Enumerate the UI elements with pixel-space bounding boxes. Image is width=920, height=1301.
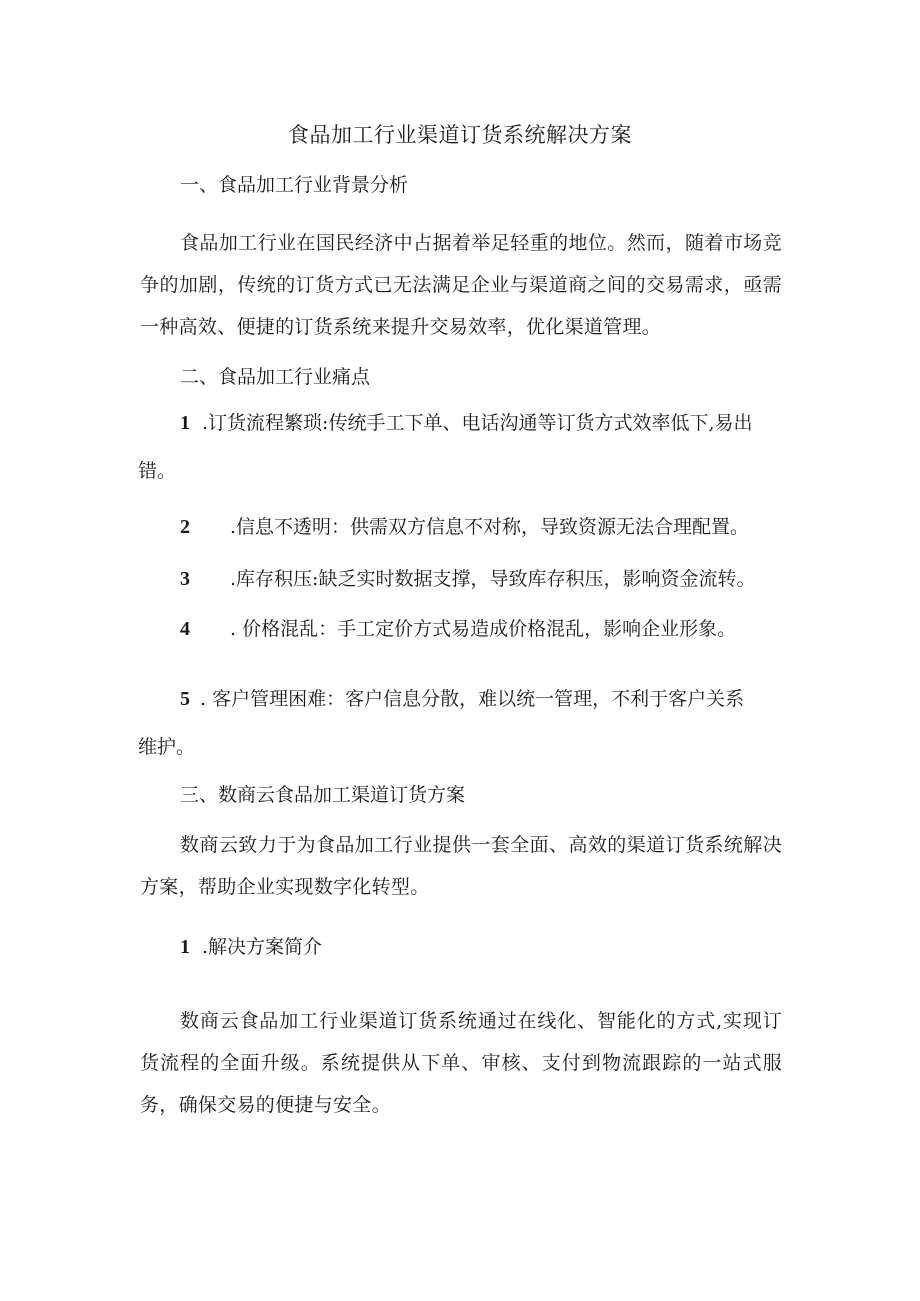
pain-point-item-1 (180, 408, 752, 438)
section-heading-solution: 三、数商云食品加工渠道订货方案 (180, 784, 466, 806)
pain-point-number: 4 (180, 618, 190, 640)
pain-point-item-1-continuation: 错。 (138, 460, 177, 482)
pain-point-text: .信息不透明：供需双方信息不对称，导致资源无法合理配置。 (230, 516, 750, 538)
pain-point-item-5-continuation: 维护。 (138, 736, 196, 758)
subheading-number: 1 (180, 936, 190, 958)
pain-point-number: 1 (180, 412, 190, 434)
pain-point-item-2 (180, 512, 749, 542)
pain-point-text: .订货流程繁琐:传统手工下单、电话沟通等订货方式效率低下,易出 (202, 412, 753, 434)
pain-point-text: .库存积压:缺乏实时数据支撑，导致库存积压，影响资金流转。 (230, 568, 756, 590)
pain-point-number: 3 (180, 568, 190, 590)
solution-paragraph: 数商云致力于为食品加工行业提供一套全面、高效的渠道订货系统解决方案，帮助企业实现数字化转型。 (140, 834, 782, 898)
document-title: 食品加工行业渠道订货系统解决方案 (288, 123, 632, 147)
pain-point-text: . 客户管理困难：客户信息分散，难以统一管理，不利于客户关系 (200, 688, 745, 710)
background-paragraph: 食品加工行业在国民经济中占据着举足轻重的地位。然而，随着市场竞争的加剧，传统的订货方式已无法满足企业与渠道商之间的交易需求，亟需一种高效、便捷的订货系统来提升交易效率，优化渠道管理。 (140, 232, 782, 338)
section-heading-background: 一、食品加工行业背景分析 (180, 174, 409, 196)
pain-point-item-4 (180, 614, 736, 644)
pain-point-number: 2 (180, 516, 190, 538)
pain-point-item-3 (180, 564, 755, 594)
solution-subheading-intro (180, 932, 322, 962)
pain-point-number: 5 (180, 688, 190, 710)
section-heading-pain-points: 二、食品加工行业痛点 (180, 366, 371, 388)
pain-point-text: . 价格混乱：手工定价方式易造成价格混乱，影响企业形象。 (230, 618, 737, 640)
subheading-text: .解决方案简介 (202, 936, 323, 958)
solution-intro-paragraph: 数商云食品加工行业渠道订货系统通过在线化、智能化的方式,实现订货流程的全面升级。系统提供从下单、审核、支付到物流跟踪的一站式服务，确保交易的便捷与安全。 (140, 1010, 782, 1116)
pain-point-item-5 (180, 684, 744, 714)
